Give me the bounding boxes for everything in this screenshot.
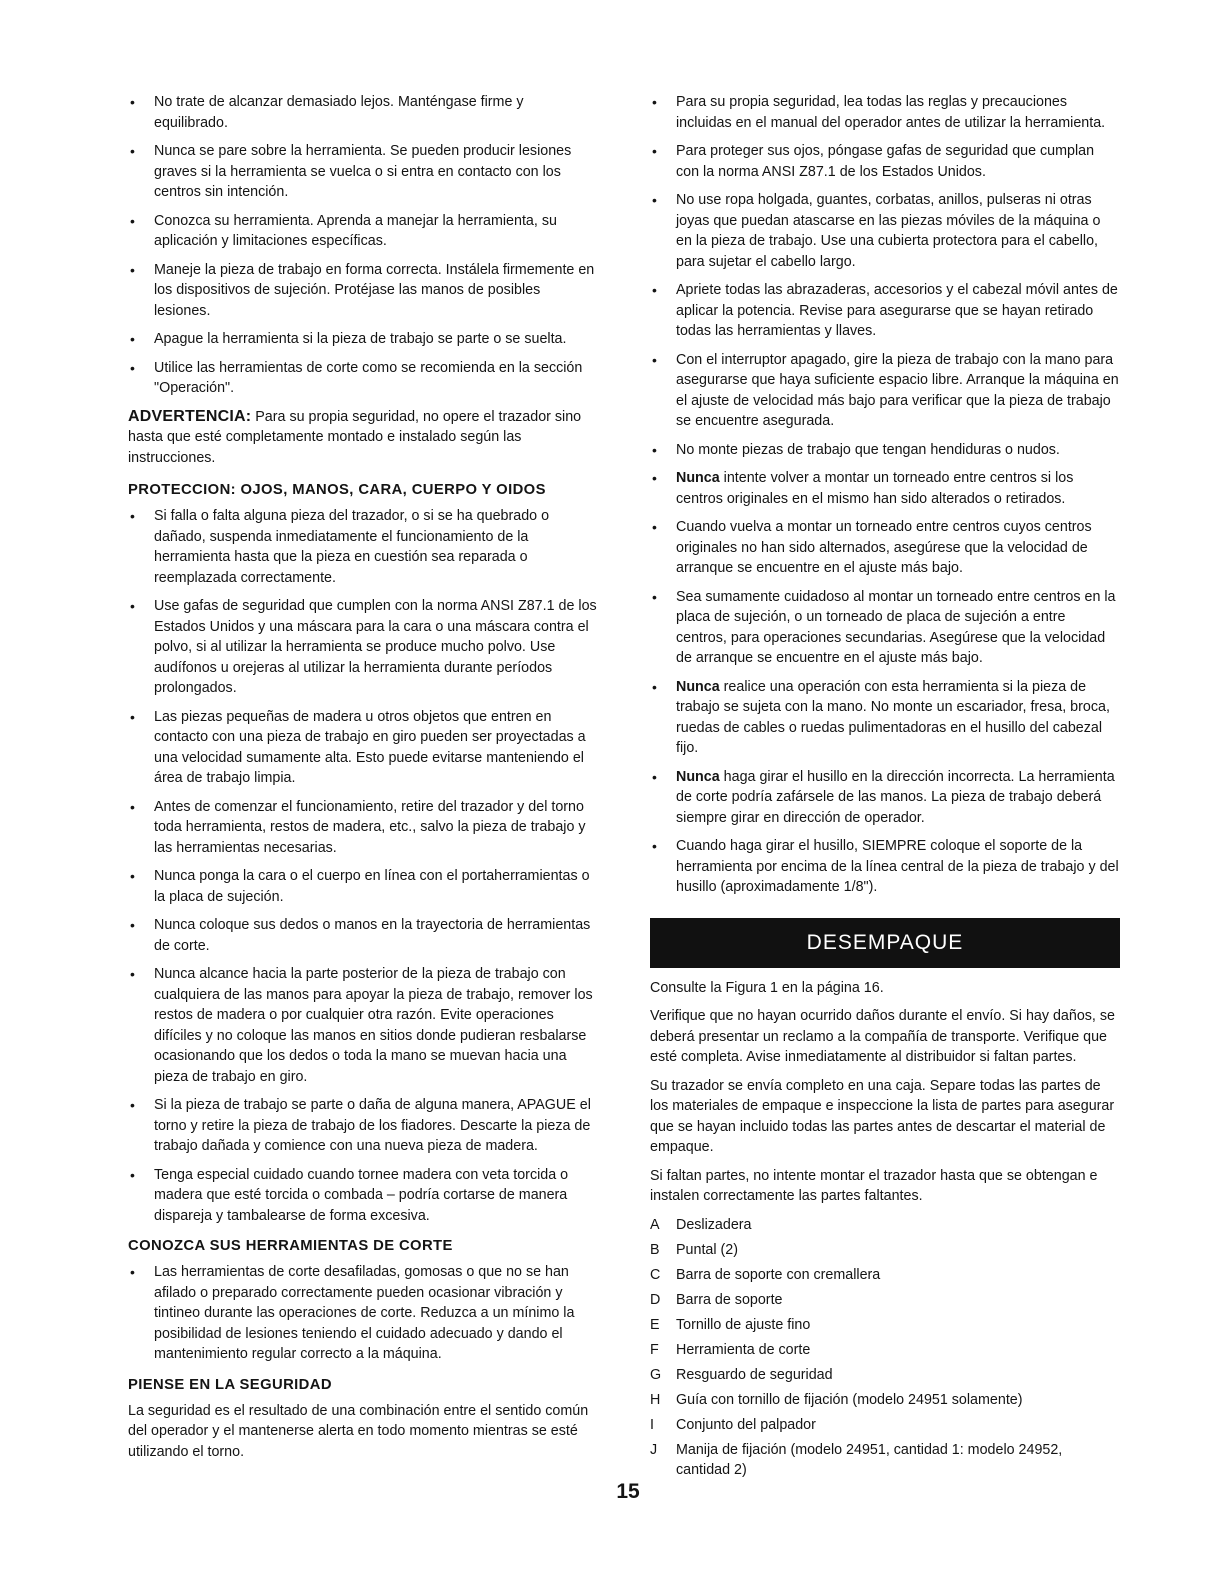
protection-heading: PROTECCION: OJOS, MANOS, CARA, CUERPO Y OIDOS [128, 482, 546, 498]
list-item: • Sea sumamente cuidadoso al montar un torneado entre centros en la placa de sujeción, o un torneado de placa de sujeción a entre centros, para operaciones secundarias. Asegúrese que la velocidad de arranque se encuentre en el ajuste más bajo. [650, 587, 1120, 669]
list-item: • Nunca alcance hacia la parte posterior de la pieza de trabajo con cualquiera de las manos para apoyar la pieza de trabajo, remover los restos de madera o por cualquier otra razón. Evite operaciones difíciles y no coloque las manos en sitios donde pudieran resbalarse ocasionando que los dedos o toda la mano se muevan hacia una pieza de trabajo en giro. [128, 964, 598, 1087]
part-letter: J [650, 1441, 658, 1458]
part-name: Herramienta de corte [676, 1341, 811, 1358]
operation-rules-list [650, 92, 1120, 898]
part-letter: B [650, 1241, 660, 1258]
protection-list [128, 506, 598, 1226]
list-item: • Nunca ponga la cara o el cuerpo en línea con el portaherramientas o la placa de sujeción. [128, 866, 598, 907]
unpacking-banner: DESEMPAQUE [650, 918, 1120, 968]
parts-list-item [650, 1340, 1120, 1361]
list-item: • Apriete todas las abrazaderas, accesorios y el cabezal móvil antes de aplicar la potencia. Revise para asegurarse que se hayan retirado todas las herramientas y llaves. [650, 280, 1120, 342]
parts-list-item [650, 1315, 1120, 1336]
part-name: Resguardo de seguridad [676, 1366, 833, 1383]
left-column [128, 92, 598, 1470]
list-item: • Para su propia seguridad, lea todas las reglas y precauciones incluidas en el manual del operador antes de utilizar la herramienta. [650, 92, 1120, 133]
part-name: Tornillo de ajuste fino [676, 1316, 811, 1333]
part-letter: I [650, 1416, 654, 1433]
part-name: Guía con tornillo de fijación (modelo 24951 solamente) [676, 1391, 1023, 1408]
parts-list [650, 1215, 1120, 1481]
page-number: 15 [616, 1480, 640, 1503]
part-letter: C [650, 1266, 661, 1283]
parts-list-item [650, 1440, 1120, 1481]
part-letter: A [650, 1216, 660, 1233]
think-safety-heading: PIENSE EN LA SEGURIDAD [128, 1376, 332, 1393]
list-item: • Apague la herramienta si la pieza de trabajo se parte o se suelta. [128, 329, 598, 350]
list-item: • Conozca su herramienta. Aprenda a manejar la herramienta, su aplicación y limitaciones específicas. [128, 211, 598, 252]
parts-list-item [650, 1365, 1120, 1386]
parts-list-item [650, 1390, 1120, 1411]
list-item: • Antes de comenzar el funcionamiento, retire del trazador y del torno toda herramienta, restos de madera, etc., salvo la pieza de trabajo y las herramientas necesarias. [128, 797, 598, 859]
list-item: • Las herramientas de corte desafiladas, gomosas o que no se han afilado o preparado correctamente pueden ocasionar vibración y tintineo durante las operaciones de corte. Reduzca a un mínimo la posibilidad de lesiones teniendo el cuidado adecuado y dando el mantenimiento regular correcto a la máquina. [128, 1262, 598, 1365]
part-name: Barra de soporte [676, 1291, 783, 1308]
list-item: • Si falla o falta alguna pieza del trazador, o si se ha quebrado o dañado, suspenda inmediatamente el funcionamiento de la herramienta hasta que la pieza en cuestión sea reparada o reemplazada correctamente. [128, 506, 598, 588]
parts-list-item [650, 1240, 1120, 1261]
list-item: • Maneje la pieza de trabajo en forma correcta. Instálela firmemente en los dispositivos de sujeción. Protéjase las manos de posibles lesiones. [128, 260, 598, 322]
warning-text: Para su propia seguridad, no opere el trazador sino hasta que esté completamente montado e instalado según las instrucciones. [128, 408, 582, 466]
part-name: Deslizadera [676, 1216, 752, 1233]
list-item: • Nunca intente volver a montar un torneado entre centros si los centros originales en el mismo han sido alterados o retirados. [650, 468, 1120, 509]
part-name: Conjunto del palpador [676, 1416, 816, 1433]
general-rules-list [128, 92, 598, 399]
list-item: • Nunca haga girar el husillo en la dirección incorrecta. La herramienta de corte podría zafársele de las manos. La pieza de trabajo deberá siempre girar en dirección de operador. [650, 767, 1120, 829]
part-name: Puntal (2) [676, 1241, 738, 1258]
list-item: • No use ropa holgada, guantes, corbatas, anillos, pulseras ni otras joyas que puedan atascarse en las piezas móviles de la máquina o en la pieza de trabajo. Use una cubierta protectora para el cabello, para sujetar el cabello largo. [650, 190, 1120, 272]
parts-list-item [650, 1215, 1120, 1236]
part-letter: H [650, 1391, 661, 1408]
list-item: • Use gafas de seguridad que cumplen con la norma ANSI Z87.1 de los Estados Unidos y una máscara para la cara o una máscara contra el polvo, si al utilizar la herramienta se produce mucho polvo. Use audífonos u orejeras al utilizar la herramienta durante períodos prolongados. [128, 596, 598, 699]
parts-list-item [650, 1265, 1120, 1286]
unpacking-paragraph: Verifique que no hayan ocurrido daños durante el envío. Si hay daños, se deberá presentar un reclamo a la compañía de transporte. Verifique que esté completa. Avise inmediatamente al distribuidor si faltan partes. [650, 1008, 1115, 1065]
unpacking-paragraph: Su trazador se envía completo en una caja. Separe todas las partes de los materiales de empaque e inspeccione la lista de partes para asegurar que se hayan incluido todas las partes antes de descartar el material de empaque. [650, 1077, 1115, 1155]
think-safety-text: La seguridad es el resultado de una combinación entre el sentido común del operador y el mantenerse alerta en todo momento mientras se esté utilizando el torno. [128, 1402, 589, 1460]
list-item: • Con el interruptor apagado, gire la pieza de trabajo con la mano para asegurarse que haya suficiente espacio libre. Arranque la máquina en el ajuste de velocidad más bajo para verificar que la pieza de trabajo se encuentre asegurada. [650, 350, 1120, 432]
list-item: • No monte piezas de trabajo que tengan hendiduras o nudos. [650, 440, 1120, 461]
part-letter: D [650, 1291, 661, 1308]
list-item: • Nunca se pare sobre la herramienta. Se pueden producir lesiones graves si la herramienta se vuelca o si entra en contacto con los centros sin intención. [128, 141, 598, 203]
part-name: Manija de fijación (modelo 24951, cantidad 1: modelo 24952, cantidad 2) [676, 1441, 1063, 1478]
warning-paragraph [128, 407, 598, 469]
list-item: • Cuando haga girar el husillo, SIEMPRE coloque el soporte de la herramienta por encima de la línea central de la pieza de trabajo y del husillo (aproximadamente 1/8"). [650, 836, 1120, 898]
cutting-tools-list [128, 1262, 598, 1365]
parts-list-item [650, 1290, 1120, 1311]
cutting-tools-heading: CONOZCA SUS HERRAMIENTAS DE CORTE [128, 1238, 453, 1254]
part-name: Barra de soporte con cremallera [676, 1266, 881, 1283]
list-item: • Nunca coloque sus dedos o manos en la trayectoria de herramientas de corte. [128, 915, 598, 956]
parts-list-item [650, 1415, 1120, 1436]
list-item: • Si la pieza de trabajo se parte o daña de alguna manera, APAGUE el torno y retire la pieza de trabajo de los fiadores. Descarte la pieza de trabajo dañada y comience con una nueva pieza de madera. [128, 1095, 598, 1157]
unpacking-paragraph: Si faltan partes, no intente montar el trazador hasta que se obtengan e instalen correctamente las partes faltantes. [650, 1167, 1098, 1204]
part-letter: E [650, 1316, 660, 1333]
list-item: • Las piezas pequeñas de madera u otros objetos que entren en contacto con una pieza de trabajo en giro pueden ser proyectadas a una velocidad sumamente alta. Esto puede evitarse manteniendo el área de trabajo limpia. [128, 707, 598, 789]
list-item: • Nunca realice una operación con esta herramienta si la pieza de trabajo se sujeta con la mano. No monte un escariador, fresa, broca, ruedas de cables o ruedas pulimentadoras en el husillo del cabezal fijo. [650, 677, 1120, 759]
list-item: • Utilice las herramientas de corte como se recomienda en la sección "Operación". [128, 358, 598, 399]
unpacking-paragraph: Consulte la Figura 1 en la página 16. [650, 979, 884, 996]
right-column [650, 92, 1120, 1485]
list-item: • Para proteger sus ojos, póngase gafas de seguridad que cumplan con la norma ANSI Z87.1 de los Estados Unidos. [650, 141, 1120, 182]
list-item: • Cuando vuelva a montar un torneado entre centros cuyos centros originales no han sido alternados, asegúrese que la velocidad de arranque se encuentre en el ajuste más bajo. [650, 517, 1120, 579]
part-letter: G [650, 1366, 662, 1383]
list-item: • Tenga especial cuidado cuando tornee madera con veta torcida o madera que esté torcida o combada – podría cortarse de manera dispareja y tambalearse de forma excesiva. [128, 1165, 598, 1227]
list-item: • No trate de alcanzar demasiado lejos. Manténgase firme y equilibrado. [128, 92, 598, 133]
warning-label: ADVERTENCIA: [128, 407, 252, 425]
part-letter: F [650, 1341, 659, 1358]
